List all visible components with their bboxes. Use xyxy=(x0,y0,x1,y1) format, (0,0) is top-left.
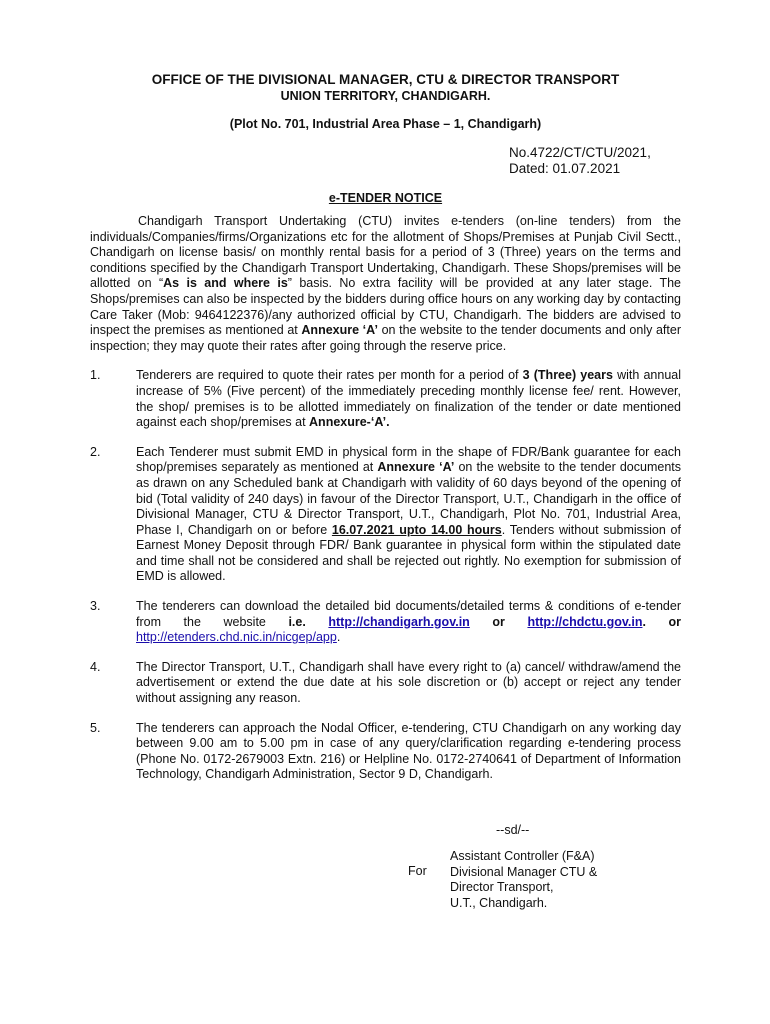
office-title: OFFICE OF THE DIVISIONAL MANAGER, CTU & DIRECTOR TRANSPORT xyxy=(151,72,620,87)
notice-heading: e-TENDER NOTICE xyxy=(328,191,443,205)
office-address: (Plot No. 701, Industrial Area Phase – 1, Chandigarh) xyxy=(229,117,542,131)
office-subtitle: UNION TERRITORY, CHANDIGARH. xyxy=(280,89,491,103)
signed-mark: --sd/-- xyxy=(496,823,530,837)
signatory-lines xyxy=(450,849,597,911)
clause-4 xyxy=(90,660,681,707)
clause-2-c: on the website to the tender documents as drawn on any Scheduled bank at Chandigarh with validity of 60 days beyond of the opening of bid (Total validity of 240 days) in favour of the Director Transport, U.T., Chandigarh in the office of Divisional Manager, CTU & Director Transport, U.T., Chandigarh, Plot No. 701, Industrial Area, Phase I, Chandigarh on or before xyxy=(136,460,681,537)
clause-number: 5. xyxy=(90,720,101,735)
reference-number: No.4722/CT/CTU/2021, xyxy=(509,145,651,160)
clause-3 xyxy=(90,599,681,646)
clause-3-end: . xyxy=(336,630,341,645)
clause-2-deadline: 16.07.2021 upto 14.00 hours xyxy=(331,522,502,537)
clause-1-d: Annexure-‘A’. xyxy=(309,415,390,430)
clause-text xyxy=(136,445,681,585)
clause-2-a: Each Tenderer must submit EMD in physical form in the shape of FDR/Bank guarantee for each shop/premises separately as mentioned at xyxy=(136,444,681,475)
link-chandigarh-gov[interactable]: http://chandigarh.gov.in xyxy=(328,614,470,629)
clause-3-a: The tenderers can download the detailed bid documents/detailed terms & conditions of e-tender from the website xyxy=(136,599,681,629)
intro-text-c: ” basis. No extra facility will be provided at any later stage. The Shops/premises can also be inspected by the bidders during office hours on any working day by contacting Care Taker (Mob: 9464122376)/any authorized official by CTU, Chandigarh. The bidders are advised to inspect the premises as mentioned at xyxy=(90,276,681,338)
clause-1 xyxy=(90,368,681,430)
clause-text: The Director Transport, U.T., Chandigarh shall have every right to (a) cancel/ withdraw/amend the advertisement or extend the due date at his sole discretion or (b) accept or reject any tender without assigning any reason. xyxy=(136,659,681,706)
intro-text-emphasis: As is and where is xyxy=(163,276,288,291)
clause-number: 3. xyxy=(90,599,101,614)
clause-2-e: . Tenders without submission of Earnest Money Deposit through FDR/ Bank guarantee in physical form within the stipulated date and time shall not be considered and shall be rejected out rightly. No exemption for submission of EMD is allowed. xyxy=(136,522,681,584)
signature-for: For xyxy=(408,864,427,878)
clause-3-or-1: or xyxy=(469,614,528,629)
signatory-line: Assistant Controller (F&A) xyxy=(450,849,595,863)
clause-1-b: 3 (Three) years xyxy=(522,368,613,383)
signatory-line: U.T., Chandigarh. xyxy=(450,895,548,910)
clause-text xyxy=(136,368,681,430)
notice-document xyxy=(90,70,681,911)
intro-text-e: on the website to the tender documents and only after inspection; they may quote their rates after going through the reserve price. xyxy=(90,323,681,353)
reference-block xyxy=(509,145,681,177)
clause-3-dot: . xyxy=(642,614,646,629)
clause-2-b: Annexure ‘A’ xyxy=(377,460,455,475)
signatory-line: Director Transport, xyxy=(450,880,554,894)
link-etenders[interactable]: http://etenders.chd.nic.in/nicgep/app xyxy=(136,630,337,645)
reference-date: Dated: 01.07.2021 xyxy=(509,161,621,176)
clause-1-c: with annual increase of 5% (Five percent) of the immediately preceding monthly license fee/ rent. However, the shop/ premises is to be allotted immediately on finalization of the tender or date mentioned against each shop/premises at xyxy=(136,368,681,430)
intro-paragraph xyxy=(90,214,681,354)
clause-1-a: Tenderers are required to quote their rates per month for a period of xyxy=(136,368,523,383)
clause-text xyxy=(136,599,681,646)
clause-number: 4. xyxy=(90,659,101,674)
clause-3-b: i.e. xyxy=(288,614,329,629)
signature-block xyxy=(90,849,681,911)
signatory-line: Divisional Manager CTU & xyxy=(450,864,598,879)
intro-annexure: Annexure ‘A’ xyxy=(301,323,378,338)
clause-5 xyxy=(90,721,681,783)
clause-number: 2. xyxy=(90,444,101,459)
intro-text-a: Chandigarh Transport Undertaking (CTU) invites e-tenders (on-line tenders) from the individuals/Companies/firms/Organizations etc for the allotment of Shops/Premises at Punjab Civil Sectt., Chandigarh on license basis/ on monthly rental basis for a period of 3 (Three) years on the terms and conditions specified by the Chandigarh Transport Undertaking, Chandigarh. These Shops/premises will be allotted on “ xyxy=(90,214,681,291)
clause-3-or-2: or xyxy=(645,614,682,629)
link-chdctu-gov[interactable]: http://chdctu.gov.in xyxy=(527,614,643,629)
clause-2 xyxy=(90,445,681,585)
clause-number: 1. xyxy=(90,368,101,383)
clause-text: The tenderers can approach the Nodal Officer, e-tendering, CTU Chandigarh on any working day between 9.00 am to 5.00 pm in case of any query/clarification regarding e-tendering process (Phone No. 0172-2679003 Extn. 216) or Helpline No. 0172-2740641 of Department of Information Technology, Chandigarh Administration, Sector 9 D, Chandigarh. xyxy=(136,720,681,782)
